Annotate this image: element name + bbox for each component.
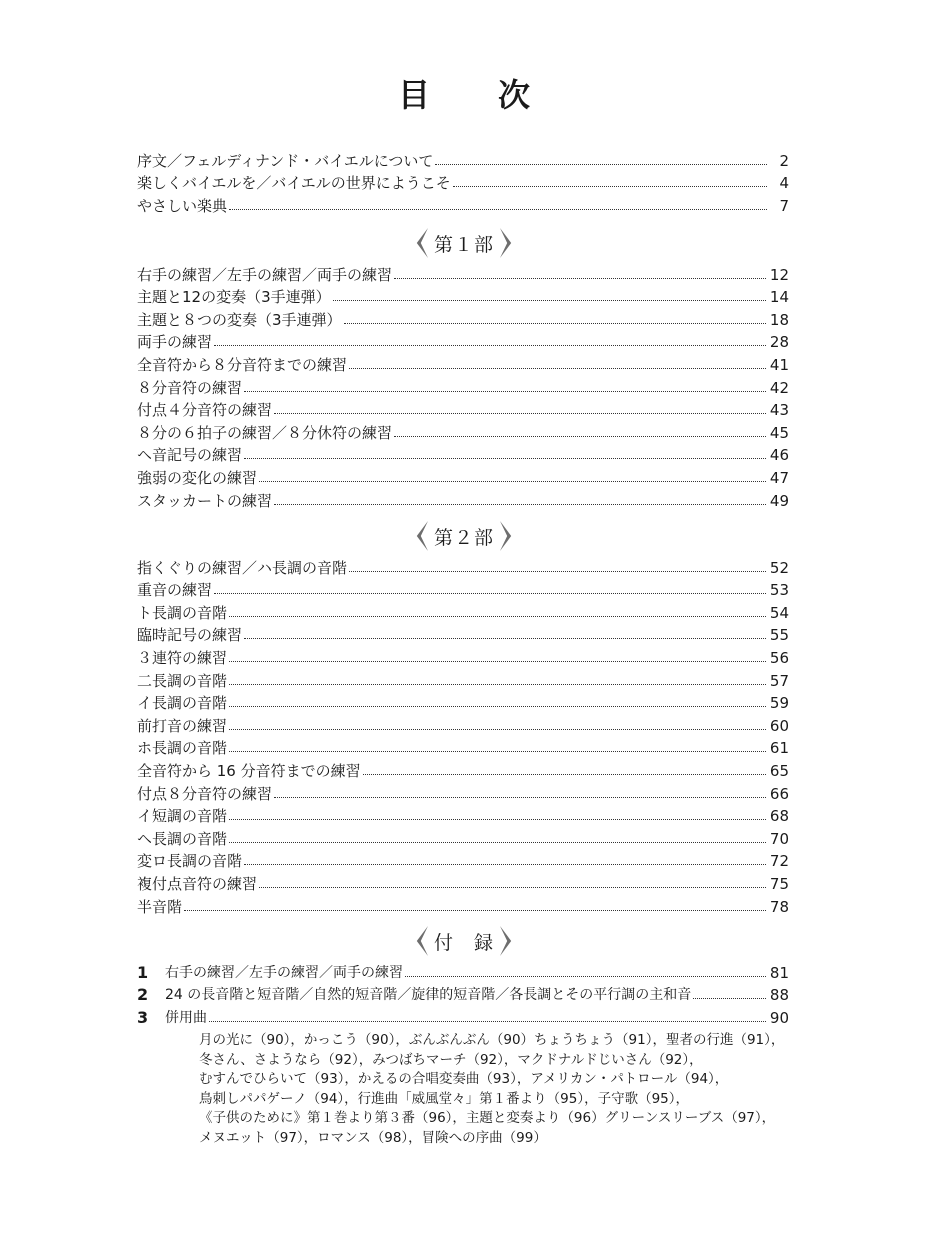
toc-label: ヘ長調の音階 <box>137 829 228 848</box>
toc-label: 臨時記号の練習 <box>137 626 243 645</box>
toc-row[interactable] <box>137 668 789 691</box>
toc-row[interactable] <box>137 555 789 578</box>
toc-page: 47 <box>769 468 789 487</box>
dot-leader <box>349 368 766 369</box>
toc-page: 4 <box>779 174 789 193</box>
toc-row[interactable] <box>137 983 789 1006</box>
song-line: 《子供のために》第１巻より第３番（96），主題と変奏より（96）グリーンスリーブス（97）， <box>199 1110 776 1126</box>
toc-label: ３連符の練習 <box>137 648 228 667</box>
toc-page: 18 <box>769 310 789 329</box>
toc-label: ホ長調の音階 <box>137 739 228 758</box>
toc-row[interactable] <box>137 285 789 308</box>
toc-label: ８分音符の練習 <box>137 378 243 397</box>
toc-label: 二長調の音階 <box>137 671 228 690</box>
toc-row[interactable] <box>137 443 789 466</box>
section-heading-part1 <box>0 227 928 259</box>
toc-row[interactable] <box>137 1005 789 1028</box>
song-line: 冬さん、さようなら（92），みつばちマーチ（92），マクドナルドじいさん（92）， <box>199 1051 703 1068</box>
toc-page: 70 <box>769 829 789 848</box>
toc-row[interactable] <box>137 623 789 646</box>
toc-page: 53 <box>769 581 789 600</box>
dot-leader <box>244 638 766 639</box>
toc-label: 付点８分音符の練習 <box>137 784 273 803</box>
dot-leader <box>453 186 767 187</box>
toc-page: 61 <box>769 739 789 758</box>
toc-row[interactable] <box>137 781 789 804</box>
toc-row[interactable] <box>137 488 789 511</box>
toc-page: 7 <box>779 196 789 215</box>
toc-label: イ短調の音階 <box>137 807 228 826</box>
toc-appendix <box>137 960 789 1028</box>
toc-row[interactable] <box>137 871 789 894</box>
dot-leader <box>333 300 766 301</box>
toc-label: イ長調の音階 <box>137 694 228 713</box>
toc-label: 併用曲 <box>165 1009 207 1026</box>
dot-leader <box>344 323 766 324</box>
toc-label: スタッカートの練習 <box>137 491 273 510</box>
toc-label: 全音符から８分音符までの練習 <box>137 355 348 374</box>
toc-row[interactable] <box>137 804 789 827</box>
toc-row[interactable] <box>137 148 789 171</box>
dot-leader <box>229 819 766 820</box>
toc-page: 78 <box>769 897 789 916</box>
toc-row[interactable] <box>137 420 789 443</box>
dot-leader <box>274 413 766 414</box>
dot-leader <box>394 278 766 279</box>
section-heading-appendix <box>0 925 928 957</box>
toc-page: 81 <box>769 963 789 982</box>
dot-leader <box>394 436 766 437</box>
toc-page: 46 <box>769 446 789 465</box>
dot-leader <box>405 976 766 977</box>
page-title: 目 次 <box>397 76 548 114</box>
dot-leader <box>693 998 766 999</box>
toc-row[interactable] <box>137 307 789 330</box>
toc-row[interactable] <box>137 352 789 375</box>
toc-label: ト長調の音階 <box>137 603 228 622</box>
bracket-right-icon <box>500 228 516 258</box>
toc-label: 全音符から 16 分音符までの練習 <box>137 761 361 780</box>
dot-leader <box>244 458 766 459</box>
toc-row[interactable] <box>137 736 789 759</box>
toc-part1 <box>137 262 789 511</box>
dot-leader <box>349 571 766 572</box>
toc-page: 42 <box>769 378 789 397</box>
bracket-left-icon <box>412 521 428 551</box>
toc-row[interactable] <box>137 713 789 736</box>
toc-label: ８分の６拍子の練習／８分休符の練習 <box>137 423 393 442</box>
toc-label: 前打音の練習 <box>137 716 228 735</box>
dot-leader <box>229 751 766 752</box>
appendix-number: 1 <box>137 962 149 982</box>
dot-leader <box>363 774 766 775</box>
bracket-right-icon <box>500 521 516 551</box>
song-line: 鳥刺しパパゲーノ（94），行進曲「威風堂々」第１番より（95），子守歌（95）， <box>199 1090 690 1107</box>
toc-page: 43 <box>769 401 789 420</box>
section-heading-part2 <box>0 520 928 552</box>
toc-page: 59 <box>769 694 789 713</box>
song-line: メヌエット（97），ロマンス（98），冒険への序曲（99） <box>199 1129 547 1146</box>
appendix-number: 3 <box>137 1007 149 1027</box>
dot-leader <box>184 910 766 911</box>
toc-page: 90 <box>769 1008 789 1027</box>
toc-label: 序文／フェルディナンド・バイエルについて <box>137 151 434 170</box>
dot-leader <box>209 1021 766 1022</box>
toc-row[interactable] <box>137 193 789 216</box>
toc-label: やさしい楽典 <box>137 196 228 215</box>
toc-row[interactable] <box>137 758 789 781</box>
toc-label: 付点４分音符の練習 <box>137 401 273 420</box>
toc-row[interactable] <box>137 691 789 714</box>
appendix-number: 2 <box>137 985 149 1005</box>
toc-row[interactable] <box>137 465 789 488</box>
toc-page: 68 <box>769 807 789 826</box>
dot-leader <box>214 593 766 594</box>
toc-intro <box>137 148 789 216</box>
toc-page: 57 <box>769 671 789 690</box>
bracket-left-icon <box>412 926 428 956</box>
toc-page: 54 <box>769 603 789 622</box>
toc-row[interactable] <box>137 960 789 983</box>
toc-row[interactable] <box>137 826 789 849</box>
toc-page: 75 <box>769 874 789 893</box>
toc-page: 56 <box>769 648 789 667</box>
toc-page: 28 <box>769 333 789 352</box>
song-list <box>199 1031 799 1148</box>
song-line: 月の光に（90），かっこう（90），ぶんぶんぶん（90）ちょうちょう（91），聖者の行進（91）， <box>199 1032 785 1048</box>
toc-label: 両手の練習 <box>137 333 213 352</box>
toc-row[interactable] <box>137 645 789 668</box>
section-title: 第１部 <box>433 233 494 256</box>
toc-row[interactable] <box>137 171 789 194</box>
dot-leader <box>244 391 766 392</box>
toc-page: 12 <box>769 265 789 284</box>
dot-leader <box>229 661 766 662</box>
toc-row[interactable] <box>137 262 789 285</box>
toc-row[interactable] <box>137 578 789 601</box>
section-title: 付 録 <box>433 931 494 954</box>
toc-label: 重音の練習 <box>137 581 213 600</box>
dot-leader <box>229 209 767 210</box>
toc-page: 49 <box>769 491 789 510</box>
dot-leader <box>274 797 766 798</box>
toc-label: ヘ音記号の練習 <box>137 446 243 465</box>
dot-leader <box>259 481 766 482</box>
toc-label: 変ロ長調の音階 <box>137 852 243 871</box>
toc-label: 指くぐりの練習／ハ長調の音階 <box>137 558 348 577</box>
toc-page: 45 <box>769 423 789 442</box>
toc-page: 88 <box>769 986 789 1005</box>
dot-leader <box>229 842 766 843</box>
bracket-right-icon <box>500 926 516 956</box>
toc-page: 65 <box>769 761 789 780</box>
toc-label: 半音階 <box>137 897 183 916</box>
toc-label: 複付点音符の練習 <box>137 874 258 893</box>
toc-label: 強弱の変化の練習 <box>137 468 258 487</box>
dot-leader <box>229 729 766 730</box>
toc-label: 楽しくバイエルを／バイエルの世界にようこそ <box>137 174 451 193</box>
toc-page: 60 <box>769 716 789 735</box>
dot-leader <box>229 684 766 685</box>
toc-part2 <box>137 555 789 917</box>
toc-row[interactable] <box>137 330 789 353</box>
dot-leader <box>229 616 766 617</box>
toc-label: 右手の練習／左手の練習／両手の練習 <box>165 964 403 981</box>
toc-page: 72 <box>769 852 789 871</box>
toc-row[interactable] <box>137 398 789 421</box>
bracket-left-icon <box>412 228 428 258</box>
toc-page: 52 <box>769 558 789 577</box>
dot-leader <box>259 887 766 888</box>
toc-row[interactable] <box>137 894 789 917</box>
song-line: むすんでひらいて（93），かえるの合唱変奏曲（93），アメリカン・パトロール（94）， <box>199 1071 729 1087</box>
toc-label: 24 の長音階と短音階／自然的短音階／旋律的短音階／各長調とその平行調の主和音 <box>165 987 692 1004</box>
toc-label: 右手の練習／左手の練習／両手の練習 <box>137 265 393 284</box>
dot-leader <box>214 345 766 346</box>
dot-leader <box>229 706 766 707</box>
toc-page: 66 <box>769 784 789 803</box>
toc-page: 2 <box>779 151 789 170</box>
toc-page: 55 <box>769 626 789 645</box>
section-title: 第２部 <box>433 526 494 549</box>
dot-leader <box>435 164 767 165</box>
dot-leader <box>244 864 766 865</box>
toc-row[interactable] <box>137 849 789 872</box>
toc-label: 主題と12の変奏（3手連弾） <box>137 288 331 307</box>
toc-page: 41 <box>769 355 789 374</box>
toc-row[interactable] <box>137 375 789 398</box>
toc-row[interactable] <box>137 600 789 623</box>
toc-label: 主題と８つの変奏（3手連弾） <box>137 310 342 329</box>
dot-leader <box>274 504 766 505</box>
toc-page: 14 <box>769 288 789 307</box>
